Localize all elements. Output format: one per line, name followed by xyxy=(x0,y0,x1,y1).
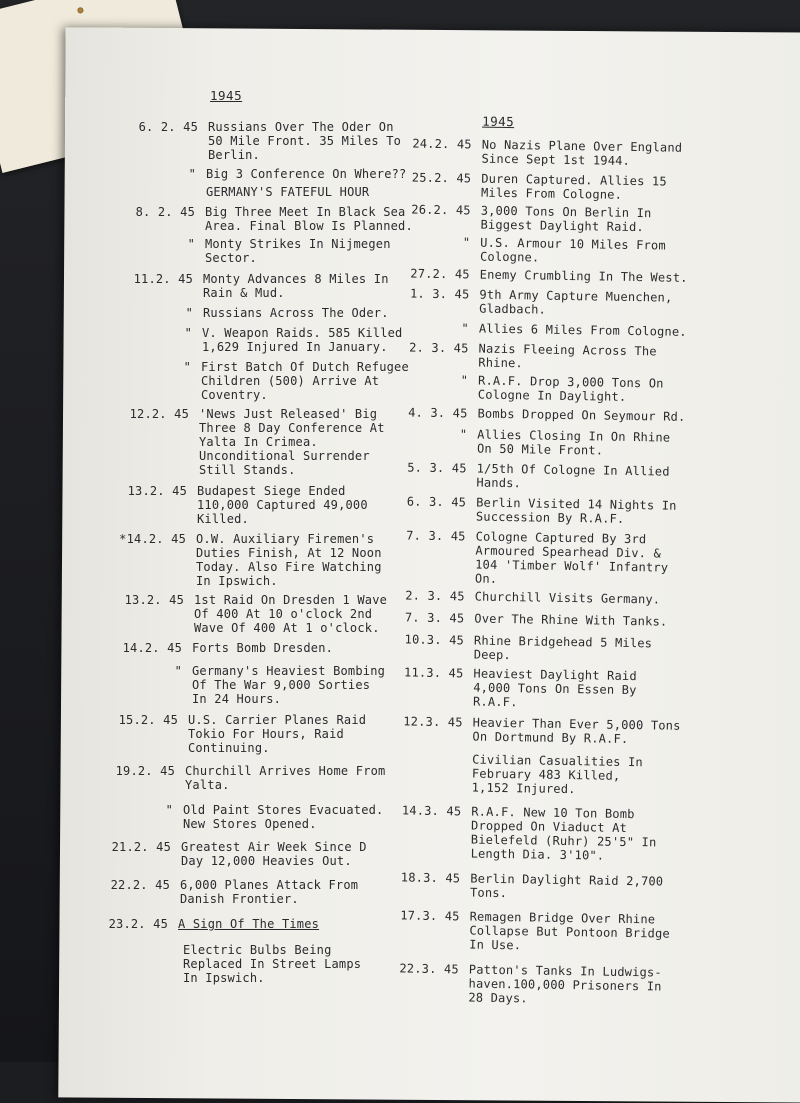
entry-left-9 xyxy=(183,360,409,402)
entry-left-4 xyxy=(135,205,413,233)
entry-text: Big Three Meet In Black Sea Area. Final Blow Is Planned. xyxy=(205,205,413,233)
entry-text: Germany's Heaviest Bombing Of The War 9,000 Sorties In 24 Hours. xyxy=(192,664,386,706)
entry-left-8 xyxy=(184,326,403,354)
entry-text: 6,000 Planes Attack From Danish Frontier. xyxy=(180,878,359,906)
entry-left-6 xyxy=(133,272,389,300)
entry-text: Berlin Daylight Raid 2,700 Tons. xyxy=(469,871,664,901)
entry-date: 12.3. 45 xyxy=(403,714,463,730)
entry-right-17 xyxy=(404,632,653,665)
entry-date: " xyxy=(461,321,470,336)
entry-left-16 xyxy=(118,713,367,755)
entry-text: Bombs Dropped On Seymour Rd. xyxy=(477,406,686,424)
entry-text: O.W. Auxiliary Firemen's Duties Finish, At 12 Noon Today. Also Fire Watching In Ipswich. xyxy=(196,532,382,588)
entry-date: 27.2. 45 xyxy=(410,266,470,282)
entry-text: Heaviest Daylight Raid 4,000 Tons On Essen By R.A.F. xyxy=(472,666,637,710)
entry-text: Greatest Air Week Since D Day 12,000 Heavies Out. xyxy=(181,840,367,868)
entry-left-3 xyxy=(206,185,369,199)
entry-text: Monty Advances 8 Miles In Rain & Mud. xyxy=(203,272,389,300)
entry-right-15 xyxy=(405,588,661,607)
entry-left-22 xyxy=(183,943,361,985)
entry-text: Churchill Arrives Home From Yalta. xyxy=(185,764,386,792)
entry-date: 1. 3. 45 xyxy=(409,286,470,302)
entry-text: Heavier Than Ever 5,000 Tons On Dortmund By R.A.F. xyxy=(472,715,681,746)
entry-text: Over The Rhine With Tanks. xyxy=(474,611,668,629)
entry-date: 17.3. 45 xyxy=(400,908,460,924)
entry-text: Enemy Crumbling In The West. xyxy=(479,267,688,285)
entry-text: First Batch Of Dutch Refugee Children (500) Arrive At Coventry. xyxy=(201,360,409,402)
entry-left-10 xyxy=(129,407,385,477)
entry-text: Forts Bomb Dresden. xyxy=(192,641,334,655)
entry-date: 22.2. 45 xyxy=(110,878,170,892)
entry-left-15 xyxy=(174,664,386,706)
entry-date: 6. 3. 45 xyxy=(406,494,467,510)
entry-left-7 xyxy=(185,306,389,320)
entry-text: Remagen Bridge Over Rhine Collapse But Pontoon Bridge In Use. xyxy=(469,909,670,953)
entry-date: 5. 3. 45 xyxy=(407,460,467,476)
entry-date: 21.2. 45 xyxy=(111,840,171,854)
entry-text: GERMANY'S FATEFUL HOUR xyxy=(206,185,370,199)
entry-left-2 xyxy=(188,167,407,181)
entry-date: " xyxy=(184,326,192,340)
entry-date: 19.2. 45 xyxy=(115,764,175,778)
entry-date: " xyxy=(185,306,193,320)
entry-text: 1/5th Of Cologne In Allied Hands. xyxy=(476,461,670,491)
entry-text: 3,000 Tons On Berlin In Biggest Daylight Raid. xyxy=(480,203,652,235)
entry-text: Berlin Visited 14 Nights In Succession By R.A.F. xyxy=(475,495,677,526)
punch-hole-icon xyxy=(77,7,84,14)
entry-text: R.A.F. Drop 3,000 Tons On Cologne In Daylight. xyxy=(477,373,664,404)
entry-date: 14.3. 45 xyxy=(401,803,462,819)
entry-date: 6. 2. 45 xyxy=(138,120,198,134)
entry-date: 12.2. 45 xyxy=(129,407,189,421)
entry-left-21 xyxy=(108,917,320,931)
entry-right-6 xyxy=(409,286,673,319)
entry-right-18 xyxy=(403,665,637,712)
entry-text: Civilian Casualities In February 483 Killed, 1,152 Injured. xyxy=(471,752,643,797)
entry-right-24 xyxy=(399,961,662,1007)
entry-date: 4. 3. 45 xyxy=(408,405,468,421)
entry-text: Allies Closing In On Rhine On 50 Mile Front. xyxy=(476,427,671,458)
entry-text: R.A.F. New 10 Ton Bomb Dropped On Viaduct At Bielefeld (Ruhr) 25'5" In Length Dia. 3'10". xyxy=(470,804,657,863)
entry-right-4 xyxy=(462,235,666,267)
entry-right-19 xyxy=(403,714,681,747)
entry-right-20 xyxy=(472,753,643,798)
entry-left-17 xyxy=(115,764,386,792)
entry-date: 22.3. 45 xyxy=(399,961,459,977)
entry-right-8 xyxy=(409,340,657,373)
entry-date: 11.3. 45 xyxy=(403,665,464,681)
entry-right-22 xyxy=(400,870,664,902)
entry-date: 7. 3. 45 xyxy=(406,528,466,544)
entry-left-1 xyxy=(138,120,402,162)
entry-text: Churchill Visits Germany. xyxy=(474,589,661,607)
entry-right-23 xyxy=(400,908,670,954)
entry-text: Russians Across The Oder. xyxy=(203,306,389,320)
entry-left-14 xyxy=(122,641,334,655)
entry-text: Nazis Fleeing Across The Rhine. xyxy=(478,341,657,371)
entry-left-19 xyxy=(111,840,367,868)
entry-text: No Nazis Plane Over England Since Sept 1st 1944. xyxy=(481,137,683,168)
entry-date: 8. 2. 45 xyxy=(135,205,195,219)
entry-text: Allies 6 Miles From Cologne. xyxy=(478,321,687,339)
entry-date: 15.2. 45 xyxy=(118,713,178,727)
entry-text: U.S. Carrier Planes Raid Tokio For Hours, Raid Continuing. xyxy=(188,713,367,755)
document-page xyxy=(58,27,800,1102)
entry-left-12 xyxy=(119,532,382,588)
entry-date: 7. 3. 45 xyxy=(404,610,465,626)
entry-date: " xyxy=(174,664,182,678)
entry-right-9 xyxy=(460,373,664,405)
entry-text: V. Weapon Raids. 585 Killed 1,629 Injured In January. xyxy=(202,326,403,354)
entry-left-20 xyxy=(110,878,359,906)
entry-text: Budapest Siege Ended 110,000 Captured 49,000 Killed. xyxy=(197,484,368,526)
entry-date: 24.2. 45 xyxy=(412,136,472,152)
entry-date: 10.3. 45 xyxy=(404,632,465,648)
entry-date: " xyxy=(187,237,195,251)
entry-date: *14.2. 45 xyxy=(119,532,186,546)
entry-text: 9th Army Capture Muenchen, Gladbach. xyxy=(479,287,673,317)
entry-text: Big 3 Conference On Where?? xyxy=(206,167,407,181)
entry-left-5 xyxy=(187,237,391,265)
entry-text: Electric Bulbs Being Replaced In Street Lamps In Ipswich. xyxy=(183,943,362,985)
entry-right-2 xyxy=(411,170,667,203)
entry-right-14 xyxy=(406,528,669,589)
entry-right-11 xyxy=(459,427,671,459)
entry-text: Old Paint Stores Evacuated. New Stores Opened. xyxy=(183,803,384,831)
entry-date: 26.2. 45 xyxy=(411,202,471,218)
entry-text: 'News Just Released' Big Three 8 Day Conference At Yalta In Crimea. Unconditional Surrender Still Stands. xyxy=(199,407,385,477)
entry-date: " xyxy=(165,803,173,817)
right-year-heading: 1945 xyxy=(482,113,515,130)
entry-right-3 xyxy=(411,202,652,235)
entry-text: Russians Over The Oder On 50 Mile Front. 35 Miles To Berlin. xyxy=(208,120,402,162)
entry-text: Duren Captured. Allies 15 Miles From Cologne. xyxy=(480,171,667,202)
entry-date: 2. 3. 45 xyxy=(409,340,469,356)
entry-text: Monty Strikes In Nijmegen Sector. xyxy=(205,237,391,265)
entry-right-1 xyxy=(412,136,683,169)
entry-text: U.S. Armour 10 Miles From Cologne. xyxy=(479,235,666,265)
entry-text: A Sign Of The Times xyxy=(178,917,320,931)
entry-date: " xyxy=(183,360,191,374)
entry-date: " xyxy=(188,167,196,181)
entry-left-11 xyxy=(127,484,368,526)
entry-date: " xyxy=(460,373,469,388)
entry-right-13 xyxy=(406,494,677,527)
entry-text: 1st Raid On Dresden 1 Wave Of 400 At 10 o'clock 2nd Wave Of 400 At 1 o'clock. xyxy=(194,593,388,635)
entry-text: Rhine Bridgehead 5 Miles Deep. xyxy=(473,633,653,663)
entry-text: Patton's Tanks In Ludwigs- haven.100,000 Prisoners In 28 Days. xyxy=(468,962,662,1006)
entry-left-13 xyxy=(124,593,388,635)
entry-right-21 xyxy=(401,803,657,864)
entry-date: 2. 3. 45 xyxy=(405,588,465,604)
left-year-heading: 1945 xyxy=(210,88,243,103)
entry-date: 13.2. 45 xyxy=(124,593,184,607)
entry-date: " xyxy=(459,427,468,442)
entry-date: 11.2. 45 xyxy=(133,272,193,286)
entry-date: 18.3. 45 xyxy=(400,870,461,886)
entry-date: 13.2. 45 xyxy=(127,484,187,498)
entry-date: 14.2. 45 xyxy=(122,641,182,655)
entry-right-12 xyxy=(407,460,670,493)
entry-date: " xyxy=(462,235,471,250)
entry-left-18 xyxy=(165,803,384,831)
entry-date: 23.2. 45 xyxy=(108,917,168,931)
entry-date: 25.2. 45 xyxy=(411,170,472,186)
entry-text: Cologne Captured By 3rd Armoured Spearhead Div. & 104 'Timber Wolf' Infantry On. xyxy=(474,529,669,586)
